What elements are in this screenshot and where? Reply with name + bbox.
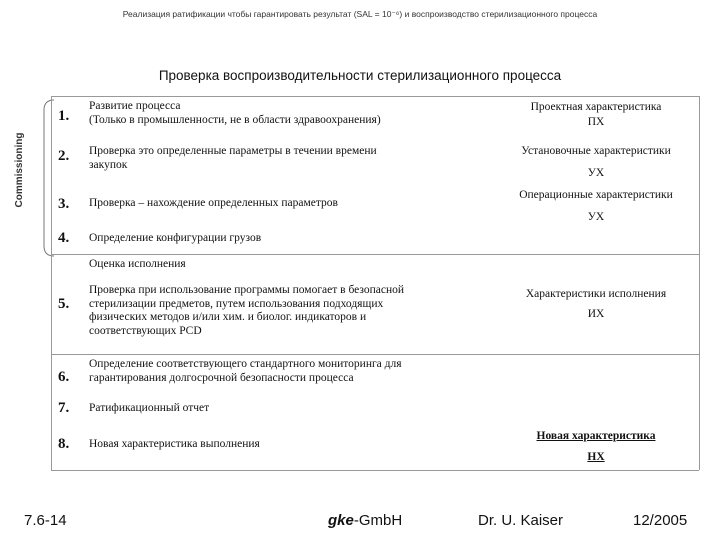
row-4-number: 4. <box>58 230 70 246</box>
table-bottom-border <box>51 470 699 471</box>
row-4-description: Определение конфигурации грузов <box>89 232 262 244</box>
row-1-characteristic: Проектная характеристика ПХ <box>530 101 662 128</box>
row-1-description: Развитие процесса (Только в промышленности, не в области здравоохранения) <box>89 100 381 126</box>
row-2-characteristic: Установочные характеристики УХ <box>521 145 671 179</box>
row-7-number: 7. <box>58 400 70 416</box>
performance-evaluation-heading: Оценка исполнения <box>89 258 186 270</box>
footer-company-brand: gke <box>328 512 354 529</box>
footer-author: Dr. U. Kaiser <box>478 512 564 529</box>
row-6-number: 6. <box>58 369 70 385</box>
commissioning-side-label: Commissioning <box>14 132 25 208</box>
row-7-description: Ратификационный отчет <box>89 402 210 414</box>
table-left-border <box>51 96 52 470</box>
row-1-number: 1. <box>58 108 70 124</box>
row-3-description: Проверка – нахождение определенных параметров <box>89 197 338 209</box>
table-row-divider <box>51 354 699 355</box>
footer-company-suffix: -GmbH <box>353 512 403 529</box>
commissioning-bracket <box>40 98 56 258</box>
footer-date: 12/2005 <box>633 512 688 529</box>
table-section-divider <box>51 254 699 255</box>
row-3-number: 3. <box>58 196 70 212</box>
row-8-characteristic: Новая характеристика НХ <box>536 430 656 463</box>
row-5-characteristic: Характеристики исполнения ИХ <box>525 288 667 320</box>
row-3-characteristic: Операционные характеристики УХ <box>519 189 673 223</box>
footer-page-code: 7.6-14 <box>24 512 67 529</box>
row-2-number: 2. <box>58 148 70 164</box>
row-5-description: Проверка при использование программы помогает в безопасной стерилизации предметов, путем использования подходящих физических методов и/или хим. и биолог. индикаторов и соответствующих PCD <box>89 284 405 337</box>
table-right-border <box>699 96 700 470</box>
footer-company <box>328 512 402 529</box>
slide-top-title: Реализация ратификации чтобы гарантировать результат (SAL = 10⁻⁶) и воспроизводство стерилизационного процесса <box>122 9 598 19</box>
row-2-description: Проверка это определенные параметры в течении времени закупок <box>89 145 377 171</box>
row-8-description: Новая характеристика выполнения <box>89 438 260 450</box>
row-8-number: 8. <box>58 436 70 452</box>
table-top-border <box>51 96 699 97</box>
row-6-description: Определение соответствующего стандартного мониторинга для гарантирования долгосрочной безопасности процесса <box>89 358 402 384</box>
slide-heading: Проверка воспроизводительности стерилизационного процесса <box>158 68 562 83</box>
row-5-number: 5. <box>58 296 70 312</box>
